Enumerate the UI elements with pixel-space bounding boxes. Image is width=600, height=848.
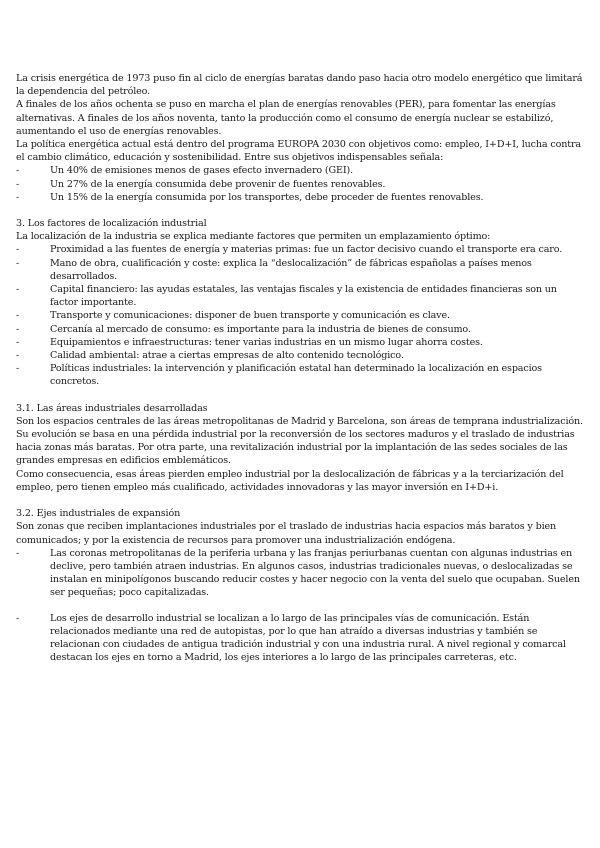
bullet-dash: -	[16, 350, 20, 362]
list-item: - Un 27% de la energía consumida debe provenir de fuentes renovables.	[16, 178, 386, 190]
paragraph-renewable-plan: A finales de los años ochenta se puso en marcha el plan de energías renovables (PER), para fomentar las energías alternativas. A finales de los años noventa, tanto la producción como el consumo de energía nuclear se estabilizó, aumentando el uso de energías renovables.	[16, 99, 556, 137]
list-item: - Capital financiero: las ayudas estatales, las ventajas fiscales y la existencia de entidades financieras son un factor importante.	[16, 284, 557, 309]
bullet-dash: -	[16, 323, 20, 335]
bullet-dash: -	[16, 612, 20, 624]
bullet-dash: -	[16, 165, 20, 177]
list-item: - Las coronas metropolitanas de la periferia urbana y las franjas periurbanas cuentan con algunas industrias en declive, pero también atraen industrias. En algunos casos, industrias tradicionales nuevas, o deslocalizadas se instalan en minipolígonos buscando reducir costes y hacer negocio con la venta del suelo que ocupaban. Suelen ser pequeñas; poco capitalizadas.	[16, 547, 580, 599]
list-item: - Calidad ambiental: atrae a ciertas empresas de alto contenido tecnológico.	[16, 350, 404, 362]
list-item: - Transporte y comunicaciones: disponer de buen transporte y comunicación es clave.	[16, 310, 450, 322]
bullet-dash: -	[16, 310, 20, 322]
document-page	[16, 72, 586, 664]
bullet-dash: -	[16, 547, 20, 559]
list-item: - Proximidad a las fuentes de energía y materias primas: fue un factor decisivo cuando el transporte era caro.	[16, 244, 563, 256]
list-item: - Equipamientos e infraestructuras: tener varias industrias en un mismo lugar ahorra costes.	[16, 336, 483, 348]
paragraph-energy-crisis: La crisis energética de 1973 puso fin al ciclo de energías baratas dando paso hacia otro modelo energético que limitará la dependencia del petróleo.	[16, 73, 583, 98]
paragraph-expansion-axes: Son zonas que reciben implantaciones industriales por el traslado de industrias hacia espacios más baratos y bien comunicados; y por la existencia de recursos para promover una industrialización endógena.	[16, 521, 557, 546]
list-item: - Un 15% de la energía consumida por los transportes, debe proceder de fuentes renovables.	[16, 191, 484, 203]
section-heading-3: 3. Los factores de localización industrial	[16, 218, 207, 230]
list-item: - Mano de obra, cualificación y coste: explica la “deslocalización” de fábricas españolas a países menos desarrollados.	[16, 257, 532, 282]
bullet-dash: -	[16, 178, 20, 190]
section-heading-3-2: 3.2. Ejes industriales de expansión	[16, 508, 181, 520]
goals-list	[16, 164, 586, 204]
paragraph-consequences: Como consecuencia, esas áreas pierden empleo industrial por la deslocalización de fábricas y a la terciarización del empleo, pero tienen empleo más cualificado, actividades innovadoras y las mayor inversión en I+D+i.	[16, 468, 564, 493]
section-heading-3-1: 3.1. Las áreas industriales desarrolladas	[16, 402, 208, 414]
bullet-dash: -	[16, 284, 20, 296]
factors-list	[16, 243, 586, 388]
list-item: - Políticas industriales: la intervención y planificación estatal han determinado la localización en espacios concretos.	[16, 363, 542, 388]
list-item: - Un 40% de emisiones menos de gases efecto invernadero (GEI).	[16, 165, 354, 177]
list-item: - Los ejes de desarrollo industrial se localizan a lo largo de las principales vías de comunicación. Están relacionados mediante una red de autopistas, por lo que han atraído a diversas industrias y también se relacionan con ciudades de antigua tradición industrial y con una industria rural. A nivel regional y comarcal destacan los ejes en torno a Madrid, los ejes interiores a lo largo de las principales carreteras, etc.	[16, 612, 566, 664]
list-item: - Cercanía al mercado de consumo: es importante para la industria de bienes de consumo.	[16, 323, 471, 335]
bullet-dash: -	[16, 191, 20, 203]
bullet-dash: -	[16, 244, 20, 256]
paragraph-developed-areas: Son los espacios centrales de las áreas metropolitanas de Madrid y Barcelona, son áreas de temprana industrialización. Su evolución se basa en una pérdida industrial por la reconversión de los sectores maduros y el traslado de industrias hacia zonas más baratas. Por otra parte, una revitalización industrial por la implantación de las sedes sociales de las grandes empresas en edificios emblemáticos.	[16, 415, 583, 467]
expansion-list	[16, 547, 586, 665]
paragraph-energy-policy: La política energética actual está dentro del programa EUROPA 2030 con objetivos como: empleo, I+D+I, lucha contra el cambio climático, educación y sostenibilidad. Entre sus objetivos indispensables señala:	[16, 139, 581, 164]
bullet-dash: -	[16, 336, 20, 348]
paragraph-factors-intro: La localización de la industria se explica mediante factores que permiten un emplazamiento óptimo:	[16, 231, 491, 243]
bullet-dash: -	[16, 363, 20, 375]
bullet-dash: -	[16, 257, 20, 269]
